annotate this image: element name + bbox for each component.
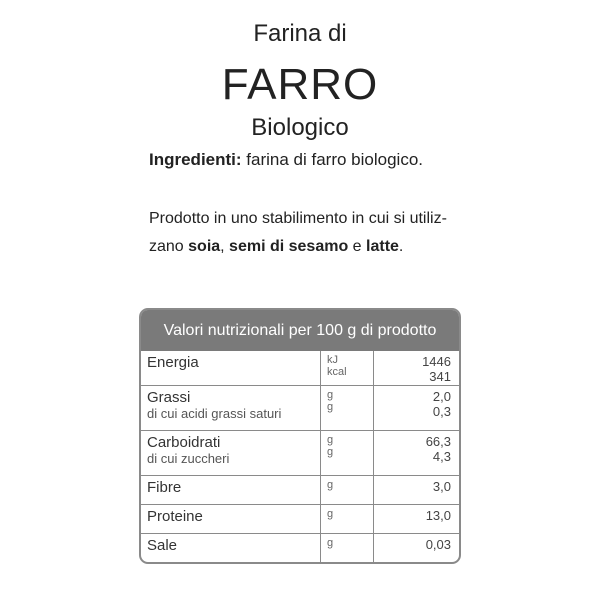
table-row bbox=[141, 504, 459, 533]
notice-end: . bbox=[398, 238, 404, 255]
value: 66,3 bbox=[425, 434, 451, 449]
product-subtitle: Biologico bbox=[251, 114, 349, 141]
nutrition-table-title: Valori nutrizionali per 100 g di prodotto bbox=[141, 310, 459, 351]
notice-line-1: Prodotto in uno stabilimento in cui si utiliz- bbox=[149, 210, 447, 227]
nutrient-name: Energia bbox=[147, 354, 199, 371]
table-row bbox=[141, 385, 459, 430]
nutrition-rows bbox=[141, 351, 459, 562]
nutrient-subname: di cui zuccheri bbox=[147, 451, 230, 466]
nutrient-name: Grassi bbox=[147, 389, 191, 406]
value: 3,0 bbox=[432, 479, 451, 494]
unit: kcal bbox=[327, 366, 347, 378]
value: 13,0 bbox=[425, 508, 451, 523]
ingredients-text: farina di farro biologico. bbox=[246, 150, 424, 169]
nutrient-name: Proteine bbox=[147, 508, 203, 525]
unit: g bbox=[327, 537, 334, 549]
allergen-soia: soia bbox=[188, 238, 221, 255]
unit: g bbox=[327, 508, 334, 520]
value: 2,0 bbox=[432, 389, 451, 404]
product-prefix: Farina di bbox=[253, 20, 347, 47]
unit: g bbox=[327, 434, 334, 446]
unit: g bbox=[327, 389, 334, 401]
table-row bbox=[141, 533, 459, 562]
table-row bbox=[141, 351, 459, 385]
notice-sep: , bbox=[220, 238, 230, 255]
notice-sep: e bbox=[348, 238, 367, 255]
nutrition-table bbox=[139, 308, 461, 564]
value: 1446 bbox=[422, 354, 451, 369]
value: 341 bbox=[429, 369, 451, 384]
nutrient-subname: di cui acidi grassi saturi bbox=[147, 406, 282, 421]
product-title: FARRO bbox=[221, 60, 379, 109]
allergen-notice bbox=[149, 205, 459, 261]
value: 4,3 bbox=[432, 449, 451, 464]
unit: kJ bbox=[327, 354, 338, 366]
notice-prefix: zano bbox=[149, 238, 189, 255]
nutrient-name: Carboidrati bbox=[147, 434, 221, 451]
ingredients-line bbox=[149, 150, 423, 170]
nutrient-name: Sale bbox=[147, 537, 178, 554]
table-row bbox=[141, 475, 459, 504]
unit: g bbox=[327, 446, 334, 458]
ingredients-label: Ingredienti: bbox=[149, 150, 242, 169]
unit: g bbox=[327, 479, 334, 491]
nutrient-name: Fibre bbox=[147, 479, 182, 496]
allergen-latte: latte bbox=[366, 238, 399, 255]
allergen-sesamo: semi di sesamo bbox=[229, 238, 349, 255]
table-row bbox=[141, 430, 459, 475]
value: 0,3 bbox=[432, 404, 451, 419]
notice-line-2 bbox=[149, 233, 459, 261]
value: 0,03 bbox=[425, 537, 451, 552]
unit: g bbox=[327, 401, 334, 413]
